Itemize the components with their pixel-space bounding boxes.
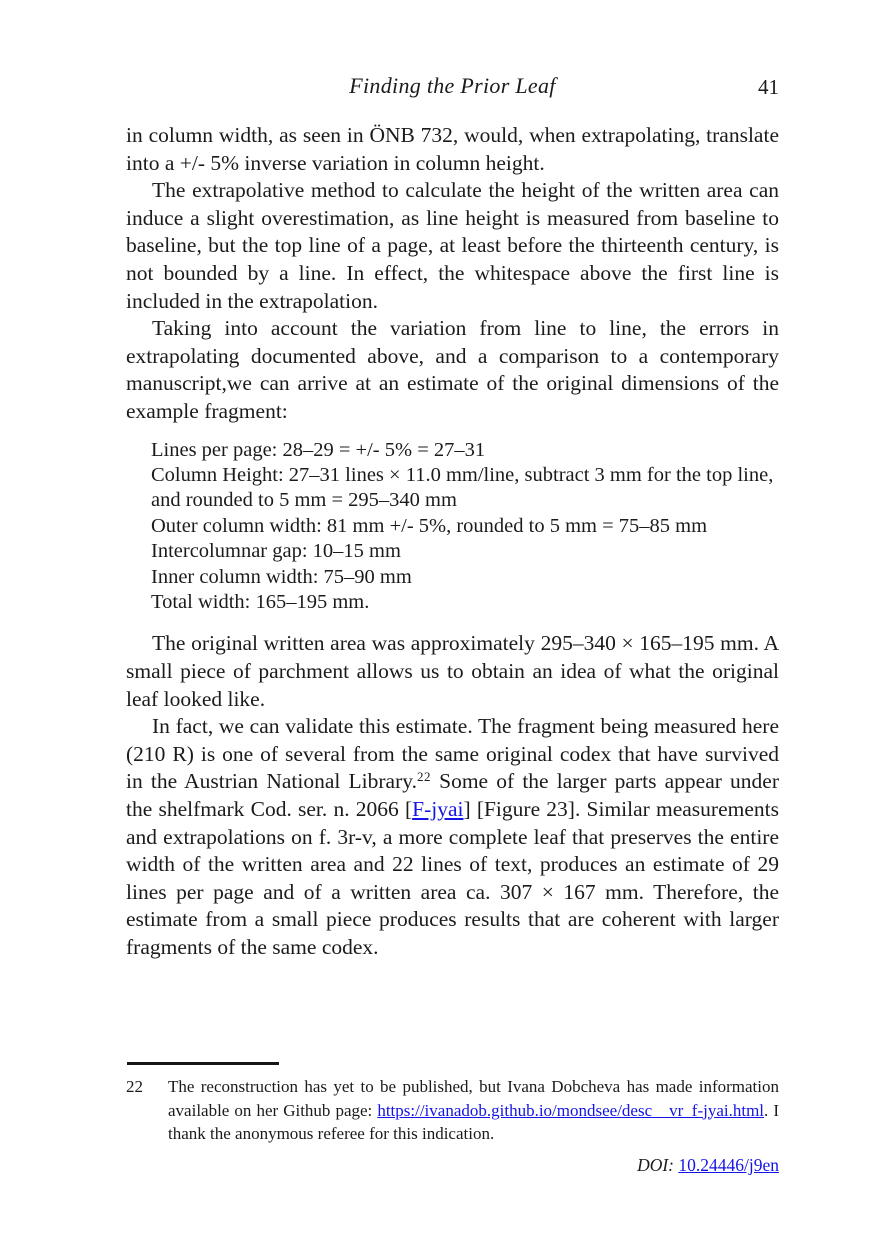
spec-list-item-outer-column-width: Outer column width: 81 mm +/- 5%, rounded to 5 mm = 75–85 mm <box>151 514 708 537</box>
footnote-text-1: The reconstruction has yet to be published, but Ivana Dobcheva has made information available on her Github page: <box>168 1077 779 1120</box>
footnote-divider-rule <box>127 1062 279 1065</box>
spec-list-item-lines-per-page: Lines per page: 28–29 = +/- 5% = 27–31 <box>151 438 486 461</box>
doi-label: DOI: <box>637 1154 674 1175</box>
paragraph-validation-text-3: ] [Figure 23]. Similar measurements and extrapolations on f. 3r-v, a more complete leaf that preserves the entire width of the written area and 22 lines of text, produces an estimate of 29 lines per page and of a written area ca. 307 × 167 mm. Therefore, the estimate from a small piece produces results that are coherent with larger fragments of the same codex. <box>126 796 779 959</box>
footnote-text-2: . I thank the anonymous referee for this indication. <box>168 1100 779 1144</box>
doi-line <box>126 1155 779 1176</box>
spec-list-item-total-width: Total width: 165–195 mm. <box>151 590 370 613</box>
paragraph-taking-into-account: Taking into account the variation from line to line, the errors in extrapolating documented above, and a comparison to a contemporary manuscript,we can arrive at an estimate of the original dimensions of the example fragment: <box>126 316 779 423</box>
paragraph-original-written-area: The original written area was approximately 295–340 × 165–195 mm. A small piece of parchment allows us to obtain an idea of what the original leaf looked like. <box>126 631 779 711</box>
page-title: Finding the Prior Leaf <box>349 73 556 98</box>
spec-list-item-column-height: Column Height: 27–31 lines × 11.0 mm/line, subtract 3 mm for the top line, and rounded to 5 mm = 295–340 mm <box>151 463 774 512</box>
footnote-22 <box>126 1075 779 1146</box>
running-head <box>126 73 779 103</box>
footnote-text <box>168 1075 779 1146</box>
spec-list-item-inner-column-width: Inner column width: 75–90 mm <box>151 565 412 588</box>
footnote-area <box>126 1062 779 1176</box>
estimate-spec-list <box>151 438 779 616</box>
github-page-url-link[interactable]: https://ivanadob.github.io/mondsee/desc__vr_f-jyai.html <box>377 1100 765 1120</box>
paragraph-column-width: in column width, as seen in ÖNB 732, would, when extrapolating, translate into a +/- 5% inverse variation in column height. <box>126 123 779 175</box>
body-text-column <box>126 122 779 962</box>
footnote-number: 22 <box>126 1077 143 1096</box>
doi-link[interactable]: 10.24446/j9en <box>678 1154 779 1175</box>
footnote-reference-22: 22 <box>416 769 431 785</box>
paragraph-validation-text-1: In fact, we can validate this estimate. The fragment being measured here (210 R) is one of several from the same original codex that have survived in the Austrian National Library. <box>126 714 779 794</box>
paragraph-extrapolative-method: The extrapolative method to calculate the height of the written area can induce a slight overestimation, as line height is measured from baseline to baseline, but the top line of a page, at least before the thirteenth century, is not bounded by a line. In effect, the whitespace above the first line is included in the extrapolation. <box>126 178 779 313</box>
page-number: 41 <box>758 75 779 99</box>
spec-list-item-intercolumnar-gap: Intercolumnar gap: 10–15 mm <box>151 540 401 563</box>
paragraph-validation-text-2: Some of the larger parts appear under the shelfmark Cod. ser. n. 2066 [ <box>126 769 780 821</box>
fjyai-shelfmark-link[interactable]: F-jyai <box>412 796 464 821</box>
paragraph-validation <box>126 713 779 961</box>
